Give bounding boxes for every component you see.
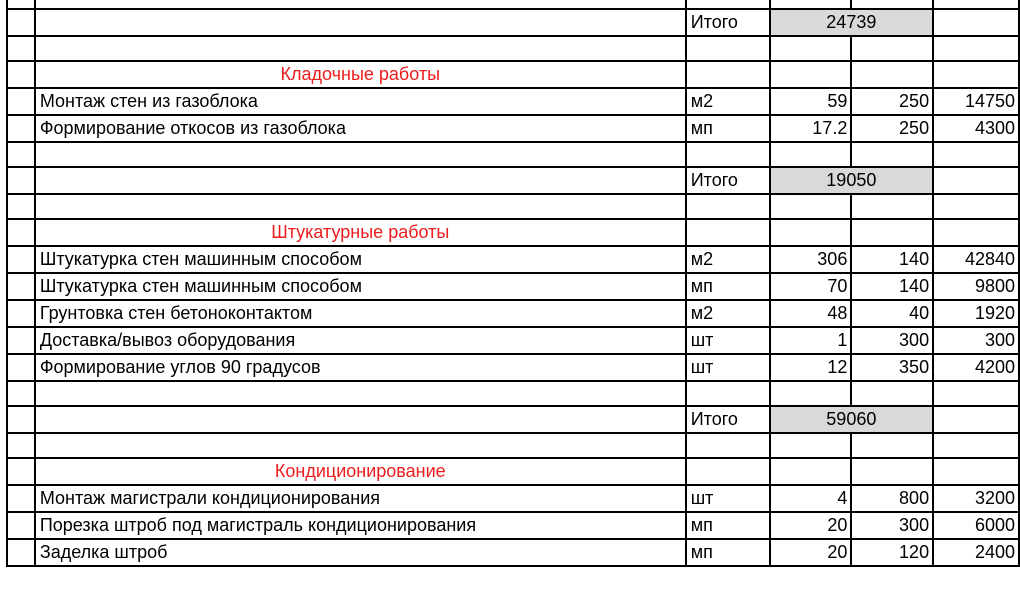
empty-cell[interactable] xyxy=(851,194,933,219)
empty-cell[interactable] xyxy=(35,142,686,167)
item-name-cell[interactable]: Заделка штроб xyxy=(35,539,686,566)
empty-cell[interactable] xyxy=(933,406,1019,433)
row-header-cell[interactable] xyxy=(7,406,35,433)
item-row xyxy=(7,354,1019,381)
empty-cell[interactable] xyxy=(686,433,770,458)
item-sum-cell[interactable]: 3200 xyxy=(933,485,1019,512)
total-row xyxy=(7,167,1019,194)
empty-cell[interactable] xyxy=(770,219,852,246)
row-header-cell[interactable] xyxy=(7,246,35,273)
item-row xyxy=(7,512,1019,539)
empty-cell[interactable] xyxy=(686,36,770,61)
item-sum-cell[interactable]: 9800 xyxy=(933,273,1019,300)
empty-cell[interactable] xyxy=(686,0,770,9)
item-qty-cell[interactable]: 59 xyxy=(770,88,852,115)
empty-cell[interactable] xyxy=(770,381,852,406)
empty-cell[interactable] xyxy=(933,36,1019,61)
item-price-cell[interactable]: 40 xyxy=(851,300,933,327)
empty-cell[interactable] xyxy=(851,458,933,485)
item-sum-cell[interactable]: 14750 xyxy=(933,88,1019,115)
item-qty-cell[interactable]: 1 xyxy=(770,327,852,354)
empty-cell[interactable] xyxy=(35,433,686,458)
item-unit-cell[interactable]: шт xyxy=(686,485,770,512)
section-title-cell[interactable]: Кладочные работы xyxy=(35,61,686,88)
row-header-cell[interactable] xyxy=(7,433,35,458)
item-qty-cell[interactable]: 12 xyxy=(770,354,852,381)
item-sum-cell[interactable]: 4200 xyxy=(933,354,1019,381)
row-header-cell[interactable] xyxy=(7,88,35,115)
empty-cell[interactable] xyxy=(933,194,1019,219)
section-title-cell[interactable]: Кондиционирование xyxy=(35,458,686,485)
empty-cell[interactable] xyxy=(35,167,686,194)
total-value-cell[interactable]: 24739 xyxy=(770,9,934,36)
item-row xyxy=(7,485,1019,512)
row-header-cell[interactable] xyxy=(7,167,35,194)
item-unit-cell[interactable]: шт xyxy=(686,354,770,381)
item-name-cell[interactable]: Порезка штроб под магистраль кондиционирования xyxy=(35,512,686,539)
empty-cell[interactable] xyxy=(933,142,1019,167)
item-name-cell[interactable]: Монтаж магистрали кондиционирования xyxy=(35,485,686,512)
row-header-cell[interactable] xyxy=(7,61,35,88)
section-header-row xyxy=(7,219,1019,246)
item-name-cell[interactable]: Формирование откосов из газоблока xyxy=(35,115,686,142)
empty-cell[interactable] xyxy=(686,458,770,485)
empty-cell[interactable] xyxy=(851,381,933,406)
item-sum-cell[interactable]: 1920 xyxy=(933,300,1019,327)
row-header-cell[interactable] xyxy=(7,539,35,566)
section-header-row xyxy=(7,61,1019,88)
total-label-cell[interactable]: Итого xyxy=(686,406,770,433)
item-unit-cell[interactable]: мп xyxy=(686,273,770,300)
item-price-cell[interactable]: 140 xyxy=(851,246,933,273)
empty-row xyxy=(7,381,1019,406)
empty-cell[interactable] xyxy=(933,61,1019,88)
item-price-cell[interactable]: 300 xyxy=(851,327,933,354)
item-sum-cell[interactable]: 42840 xyxy=(933,246,1019,273)
empty-cell[interactable] xyxy=(933,381,1019,406)
empty-cell[interactable] xyxy=(686,194,770,219)
item-row xyxy=(7,300,1019,327)
row-header-cell[interactable] xyxy=(7,0,35,9)
row-header-cell[interactable] xyxy=(7,142,35,167)
item-row xyxy=(7,246,1019,273)
empty-cell[interactable] xyxy=(35,0,686,9)
empty-cell[interactable] xyxy=(35,406,686,433)
item-sum-cell[interactable]: 4300 xyxy=(933,115,1019,142)
empty-row xyxy=(7,194,1019,219)
row-header-cell[interactable] xyxy=(7,273,35,300)
empty-cell[interactable] xyxy=(770,142,852,167)
empty-cell[interactable] xyxy=(933,167,1019,194)
item-qty-cell[interactable]: 306 xyxy=(770,246,852,273)
empty-cell[interactable] xyxy=(770,458,852,485)
row-header-cell[interactable] xyxy=(7,485,35,512)
empty-cell[interactable] xyxy=(35,194,686,219)
item-qty-cell[interactable]: 70 xyxy=(770,273,852,300)
empty-cell[interactable] xyxy=(35,381,686,406)
empty-cell[interactable] xyxy=(770,61,852,88)
empty-cell[interactable] xyxy=(770,0,852,9)
row-header-cell[interactable] xyxy=(7,219,35,246)
item-unit-cell[interactable]: мп xyxy=(686,115,770,142)
item-qty-cell[interactable]: 4 xyxy=(770,485,852,512)
item-qty-cell[interactable]: 48 xyxy=(770,300,852,327)
item-row xyxy=(7,539,1019,566)
empty-cell[interactable] xyxy=(933,433,1019,458)
row-header-cell[interactable] xyxy=(7,327,35,354)
item-name-cell[interactable]: Формирование углов 90 градусов xyxy=(35,354,686,381)
section-title-cell[interactable]: Штукатурные работы xyxy=(35,219,686,246)
empty-cell[interactable] xyxy=(686,219,770,246)
row-header-cell[interactable] xyxy=(7,512,35,539)
item-price-cell[interactable]: 350 xyxy=(851,354,933,381)
empty-cell[interactable] xyxy=(770,36,852,61)
total-row xyxy=(7,9,1019,36)
item-qty-cell[interactable]: 20 xyxy=(770,539,852,566)
item-unit-cell[interactable]: мп xyxy=(686,512,770,539)
total-label-cell[interactable]: Итого xyxy=(686,9,770,36)
empty-cell[interactable] xyxy=(851,36,933,61)
empty-cell[interactable] xyxy=(851,219,933,246)
item-sum-cell[interactable]: 6000 xyxy=(933,512,1019,539)
item-price-cell[interactable]: 800 xyxy=(851,485,933,512)
item-sum-cell[interactable]: 300 xyxy=(933,327,1019,354)
item-price-cell[interactable]: 250 xyxy=(851,115,933,142)
empty-cell[interactable] xyxy=(933,0,1019,9)
empty-cell[interactable] xyxy=(851,61,933,88)
item-price-cell[interactable]: 250 xyxy=(851,88,933,115)
row-header-cell[interactable] xyxy=(7,300,35,327)
item-row xyxy=(7,115,1019,142)
item-unit-cell[interactable]: шт xyxy=(686,327,770,354)
row-header-cell[interactable] xyxy=(7,115,35,142)
empty-row xyxy=(7,433,1019,458)
empty-cell[interactable] xyxy=(851,142,933,167)
item-qty-cell[interactable]: 17.2 xyxy=(770,115,852,142)
item-name-cell[interactable]: Монтаж стен из газоблока xyxy=(35,88,686,115)
item-unit-cell[interactable]: м2 xyxy=(686,246,770,273)
empty-row xyxy=(7,142,1019,167)
empty-row xyxy=(7,36,1019,61)
row-header-cell[interactable] xyxy=(7,458,35,485)
item-price-cell[interactable]: 120 xyxy=(851,539,933,566)
item-qty-cell[interactable]: 20 xyxy=(770,512,852,539)
empty-cell[interactable] xyxy=(35,36,686,61)
empty-cell[interactable] xyxy=(770,433,852,458)
empty-cell[interactable] xyxy=(770,194,852,219)
row-header-cell[interactable] xyxy=(7,36,35,61)
item-price-cell[interactable]: 140 xyxy=(851,273,933,300)
item-unit-cell[interactable]: м2 xyxy=(686,300,770,327)
item-name-cell[interactable]: Штукатурка стен машинным способом xyxy=(35,273,686,300)
item-name-cell[interactable]: Грунтовка стен бетоноконтактом xyxy=(35,300,686,327)
item-row xyxy=(7,88,1019,115)
empty-cell[interactable] xyxy=(933,219,1019,246)
total-label-cell[interactable]: Итого xyxy=(686,167,770,194)
empty-cell[interactable] xyxy=(851,433,933,458)
item-unit-cell[interactable]: мп xyxy=(686,539,770,566)
total-value-cell[interactable]: 59060 xyxy=(770,406,934,433)
item-row xyxy=(7,327,1019,354)
item-sum-cell[interactable]: 2400 xyxy=(933,539,1019,566)
empty-cell[interactable] xyxy=(35,9,686,36)
empty-row xyxy=(7,0,1019,9)
item-name-cell[interactable]: Доставка/вывоз оборудования xyxy=(35,327,686,354)
total-value-cell[interactable]: 19050 xyxy=(770,167,934,194)
empty-cell[interactable] xyxy=(933,9,1019,36)
item-price-cell[interactable]: 300 xyxy=(851,512,933,539)
estimate-sheet xyxy=(6,0,1020,567)
total-row xyxy=(7,406,1019,433)
empty-cell[interactable] xyxy=(933,458,1019,485)
empty-cell[interactable] xyxy=(686,61,770,88)
empty-cell[interactable] xyxy=(686,381,770,406)
item-row xyxy=(7,273,1019,300)
row-header-cell[interactable] xyxy=(7,354,35,381)
row-header-cell[interactable] xyxy=(7,194,35,219)
section-header-row xyxy=(7,458,1019,485)
item-name-cell[interactable]: Штукатурка стен машинным способом xyxy=(35,246,686,273)
row-header-cell[interactable] xyxy=(7,381,35,406)
row-header-cell[interactable] xyxy=(7,9,35,36)
empty-cell[interactable] xyxy=(851,0,933,9)
empty-cell[interactable] xyxy=(686,142,770,167)
sheet-body xyxy=(7,0,1019,566)
item-unit-cell[interactable]: м2 xyxy=(686,88,770,115)
